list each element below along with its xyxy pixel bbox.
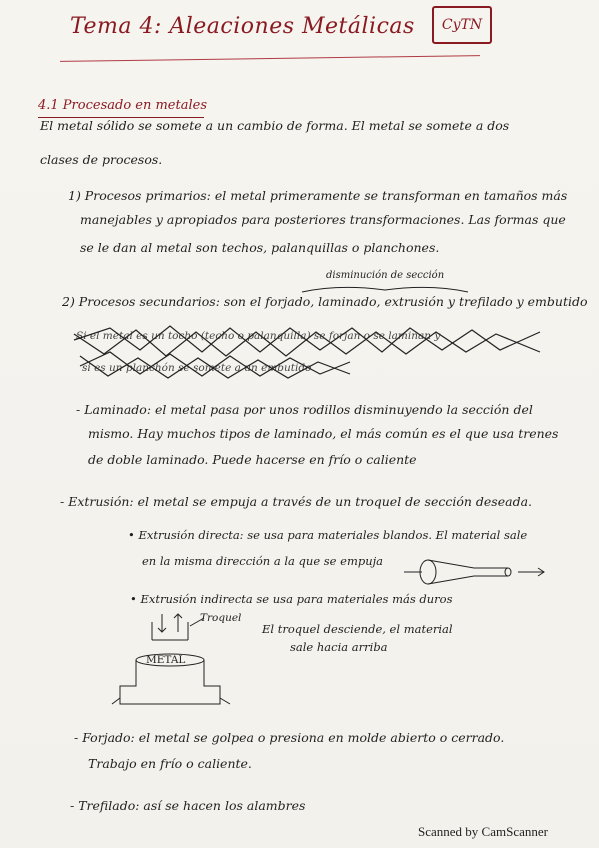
diagram-note-line-2: sale hacia arriba [290,640,388,654]
secondary-note: disminución de sección [326,270,445,281]
intro-line-2: clases de procesos. [40,152,163,167]
extrusion-indirect-diagram [108,612,268,712]
troquel-label: Troquel [200,612,242,624]
crossed-line-2: si es un planchón se somete a un embutido [82,362,312,374]
laminado-line-2: mismo. Hay muchos tipos de laminado, el más común es el que usa trenes [88,426,559,441]
laminado-line-1: - Laminado: el metal pasa por unos rodillos disminuyendo la sección del [76,402,533,417]
forjado-line-1: - Forjado: el metal se golpea o presiona en molde abierto o cerrado. [74,730,505,745]
title-underline [60,55,480,62]
crossed-line-1: Si el metal es un tocho (techo o palanquilla) se forjan o se laminan y [76,330,441,342]
extrusion-direct-diagram [404,556,554,592]
extrusion-directa-line-1: • Extrusión directa: se usa para materiales blandos. El material sale [128,528,528,542]
secondary-line: 2) Procesos secundarios: son el forjado, laminado, extrusión y trefilado y embutido [62,294,588,309]
extrusion-directa-line-2: en la misma dirección a la que se empuja [142,554,384,568]
metal-label: METAL [146,654,186,666]
diagram-note-line-1: El troquel desciende, el material [262,622,453,636]
primary-line-1: 1) Procesos primarios: el metal primeramente se transforman en tamaños más [68,188,568,203]
initials-badge: CyTN [432,6,492,44]
section-title: 4.1 Procesado en metales [38,98,207,113]
scanner-watermark: Scanned by CamScanner [418,824,548,839]
intro-line-1: El metal sólido se somete a un cambio de forma. El metal se somete a dos [40,118,510,133]
laminado-line-3: de doble laminado. Puede hacerse en frío o caliente [88,452,417,467]
primary-line-3: se le dan al metal son techos, palanquillas o planchones. [80,240,440,255]
primary-line-2: manejables y apropiados para posteriores transformaciones. Las formas que [80,212,566,227]
forjado-line-2: Trabajo en frío o caliente. [88,756,252,771]
extrusion-line: - Extrusión: el metal se empuja a través de un troquel de sección deseada. [60,494,532,509]
trefilado-line: - Trefilado: así se hacen los alambres [70,798,306,813]
page-title: Tema 4: Aleaciones Metálicas [70,14,415,39]
cross-out-scribble [70,322,548,382]
extrusion-indirecta-line: • Extrusión indirecta se usa para materiales más duros [130,592,453,606]
